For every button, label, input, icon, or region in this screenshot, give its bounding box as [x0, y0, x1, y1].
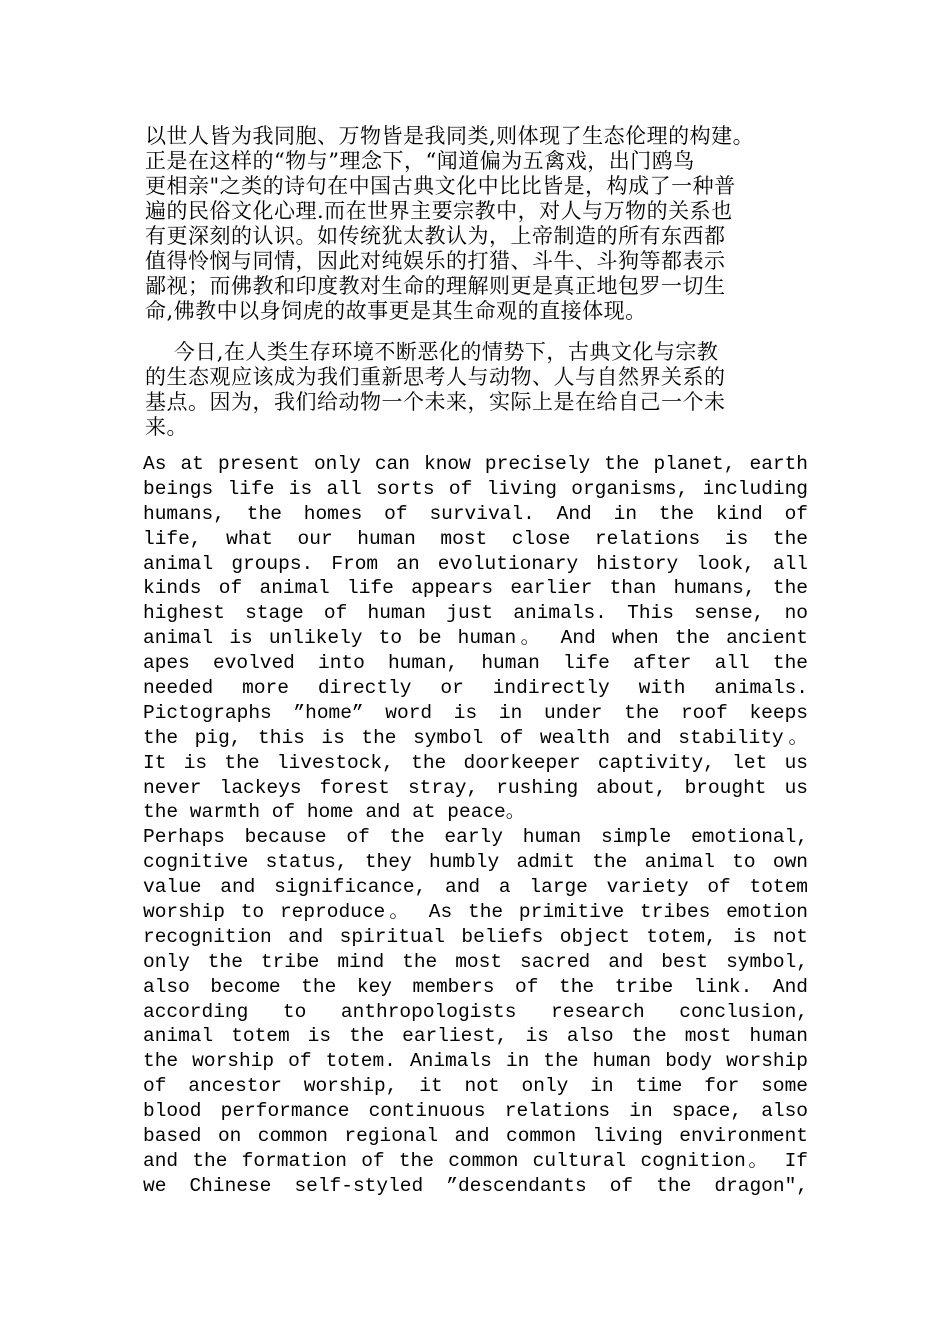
text-line: 的生态观应该成为我们重新思考人与动物、人与自然界关系的	[145, 365, 726, 389]
text-line: 遍的民俗文化心理.而在世界主要宗教中，对人与万物的关系也	[145, 199, 733, 223]
text-line: It is the livestock, the doorkeeper captivity, let us	[143, 751, 808, 774]
text-line: life, what our human most close relations is the	[143, 527, 808, 550]
text-line: never lackeys forest stray, rushing about, brought us	[143, 776, 808, 799]
text-line: 鄙视；而佛教和印度教对生命的理解则更是真正地包罗一切生	[145, 274, 726, 298]
text-line: also become the key members of the tribe link. And	[143, 975, 808, 998]
text-line: Pictographs ”home” word is in under the roof keeps	[143, 701, 808, 724]
text-line: blood performance continuous relations in space, also	[143, 1100, 808, 1123]
text-line: cognitive status, they humbly admit the animal to own	[143, 851, 808, 874]
text-line: 以世人皆为我同胞、万物皆是我同类,则体现了生态伦理的构建。	[145, 124, 755, 148]
text-line: we Chinese self-styled ”descendants of the dragon",	[143, 1174, 808, 1197]
chinese-paragraph-ethics	[145, 124, 810, 324]
text-line: 今日,在人类生存环境不断恶化的情势下，古典文化与宗教	[145, 340, 719, 364]
text-line: 有更深刻的认识。如传统犹太教认为，上帝制造的所有东西都	[145, 224, 726, 248]
text-line: according to anthropologists research conclusion,	[143, 1000, 808, 1023]
text-line: 命,佛教中以身饲虎的故事更是其生命观的直接体现。	[145, 299, 647, 323]
text-line: Perhaps because of the early human simple emotional,	[143, 826, 808, 849]
text-line: value and significance, and a large variety of totem	[143, 876, 808, 899]
text-line: based on common regional and common living environment	[143, 1125, 808, 1148]
text-line: 来。	[145, 415, 188, 439]
text-line: apes evolved into human, human life after all the	[143, 652, 808, 675]
text-line: recognition and spiritual beliefs object totem, is not	[143, 925, 808, 948]
text-line: the worship of totem. Animals in the human body worship	[143, 1050, 808, 1073]
text-line: worship to reproduce。 As the primitive tribes emotion	[143, 901, 808, 924]
english-paragraphs	[143, 452, 808, 1199]
text-line: only the tribe mind the most sacred and best symbol,	[143, 950, 808, 973]
text-line: 更相亲"之类的诗句在中国古典文化中比比皆是，构成了一种普	[145, 174, 736, 198]
text-line: beings life is all sorts of living organisms, including	[143, 477, 808, 500]
text-line: the pig, this is the symbol of wealth and stability。	[143, 726, 808, 749]
text-line: and the formation of the common cultural cognition。 If	[143, 1149, 808, 1172]
text-line: As at present only can know precisely the planet, earth	[143, 453, 808, 475]
text-line: 基点。因为，我们给动物一个未来，实际上是在给自己一个未	[145, 390, 726, 414]
text-line: animal groups. From an evolutionary history look, all	[143, 552, 808, 575]
text-line: kinds of animal life appears earlier than humans, the	[143, 577, 808, 600]
text-line: 值得怜悯与同情，因此对纯娱乐的打猎、斗牛、斗狗等都表示	[145, 249, 726, 273]
text-line: of ancestor worship, it not only in time for some	[143, 1075, 808, 1098]
text-line: 正是在这样的“物与”理念下，“闻道偏为五禽戏，出门鸥鸟	[145, 149, 695, 173]
text-line: highest stage of human just animals. This sense, no	[143, 602, 808, 625]
text-line: animal totem is the earliest, is also the most human	[143, 1025, 808, 1048]
text-line: animal is unlikely to be human。 And when the ancient	[143, 627, 808, 650]
chinese-paragraph-today	[145, 340, 810, 440]
text-line: needed more directly or indirectly with animals.	[143, 677, 808, 700]
text-line: the warmth of home and at peace。	[143, 801, 526, 824]
text-line: humans, the homes of survival. And in the kind of	[143, 502, 808, 525]
